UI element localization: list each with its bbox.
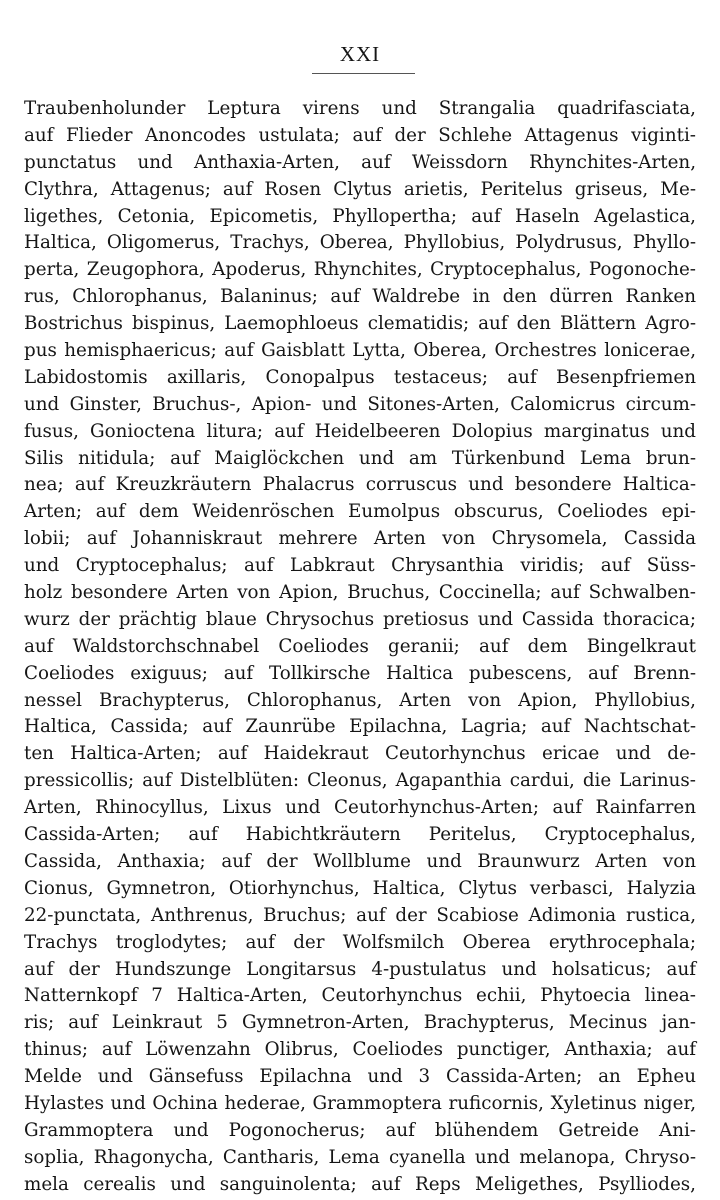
text-line: Trachys troglodytes; auf der Wolfsmilch Oberea erythrocephala; [24,931,696,953]
text-line: auf Waldstorchschnabel Coeliodes geranii; auf dem Bingelkraut [24,635,696,657]
text-line: Arten; auf dem Weidenröschen Eumolpus obscurus, Coeliodes epi- [24,501,696,523]
text-line: mela cerealis und sanguinolenta; auf Reps Meligethes, Psylliodes, [24,1173,696,1195]
text-line: perta, Zeugophora, Apoderus, Rhynchites, Cryptocephalus, Pogonoche- [24,259,696,281]
text-line: Labidostomis axillaris, Conopalpus testaceus; auf Besenpfriemen [24,366,696,388]
text-line: rus, Chlorophanus, Balaninus; auf Waldrebe in den dürren Ranken [24,286,696,308]
text-line: auf der Hundszunge Longitarsus 4-pustulatus und holsaticus; auf [24,958,696,980]
text-line: Cassida, Anthaxia; auf der Wollblume und Braunwurz Arten von [24,850,696,872]
header-rule [312,73,415,74]
text-line: lobii; auf Johanniskraut mehrere Arten von Chrysomela, Cassida [24,528,696,550]
text-line: fusus, Gonioctena litura; auf Heidelbeeren Dolopius marginatus und [24,420,696,442]
page-number: XXI [339,42,381,66]
body-text [24,96,696,1199]
text-line: auf Flieder Anoncodes ustulata; auf der Schlehe Attagenus viginti- [24,124,696,146]
text-line: 22-punctata, Anthrenus, Bruchus; auf der Scabiose Adimonia rustica, [24,904,696,926]
text-line: holz besondere Arten von Apion, Bruchus, Coccinella; auf Schwalben- [24,582,696,604]
text-line: Clythra, Attagenus; auf Rosen Clytus arietis, Peritelus griseus, Me- [24,178,696,200]
text-line: Haltica, Oligomerus, Trachys, Oberea, Phyllobius, Polydrusus, Phyllo- [24,232,696,254]
text-line: Arten, Rhinocyllus, Lixus und Ceutorhynchus-Arten; auf Rainfarren [24,797,696,819]
text-line: Haltica, Cassida; auf Zaunrübe Epilachna, Lagria; auf Nachtschat- [24,716,696,738]
text-line: pressicollis; auf Distelblüten: Cleonus, Agapanthia cardui, die Larinus- [24,770,696,792]
text-line: und Ginster, Bruchus-, Apion- und Sitones-Arten, Calomicrus circum- [24,393,696,415]
text-line: ligethes, Cetonia, Epicometis, Phyllopertha; auf Haseln Agelastica, [24,205,696,227]
text-line: Melde und Gänsefuss Epilachna und 3 Cassida-Arten; an Epheu [24,1066,696,1088]
text-line: Silis nitidula; auf Maiglöckchen und am Türkenbund Lema brun- [24,447,696,469]
text-line: ten Haltica-Arten; auf Haidekraut Ceutorhynchus ericae und de- [24,743,696,765]
text-line: pus hemisphaericus; auf Gaisblatt Lytta, Oberea, Orchestres lonicerae, [24,340,696,362]
text-line: Grammoptera und Pogonocherus; auf blühendem Getreide Ani- [24,1119,696,1141]
text-line: Bostrichus bispinus, Laemophloeus clematidis; auf den Blättern Agro- [24,313,696,335]
text-line: Cionus, Gymnetron, Otiorhynchus, Haltica, Clytus verbasci, Halyzia [24,877,696,899]
text-line: wurz der prächtig blaue Chrysochus pretiosus und Cassida thoracica; [24,608,696,630]
text-line: Hylastes und Ochina hederae, Grammoptera ruficornis, Xyletinus niger, [24,1092,696,1114]
text-line: soplia, Rhagonycha, Cantharis, Lema cyanella und melanopa, Chryso- [24,1146,696,1168]
text-line: Cassida-Arten; auf Habichtkräutern Peritelus, Cryptocephalus, [24,824,696,846]
text-line: ris; auf Leinkraut 5 Gymnetron-Arten, Brachypterus, Mecinus jan- [24,1012,696,1034]
text-line: Natternkopf 7 Haltica-Arten, Ceutorhynchus echii, Phytoecia linea- [24,985,696,1007]
text-line: Traubenholunder Leptura virens und Strangalia quadrifasciata, [24,98,696,119]
text-line: Coeliodes exiguus; auf Tollkirsche Haltica pubescens, auf Brenn- [24,662,696,684]
text-line: thinus; auf Löwenzahn Olibrus, Coeliodes punctiger, Anthaxia; auf [24,1039,696,1061]
text-line: punctatus und Anthaxia-Arten, auf Weissdorn Rhynchites-Arten, [24,151,696,173]
text-line: und Cryptocephalus; auf Labkraut Chrysanthia viridis; auf Süss- [24,555,696,577]
text-line: nea; auf Kreuzkräutern Phalacrus corruscus und besondere Haltica- [24,474,696,496]
text-line: nessel Brachypterus, Chlorophanus, Arten von Apion, Phyllobius, [24,689,696,711]
